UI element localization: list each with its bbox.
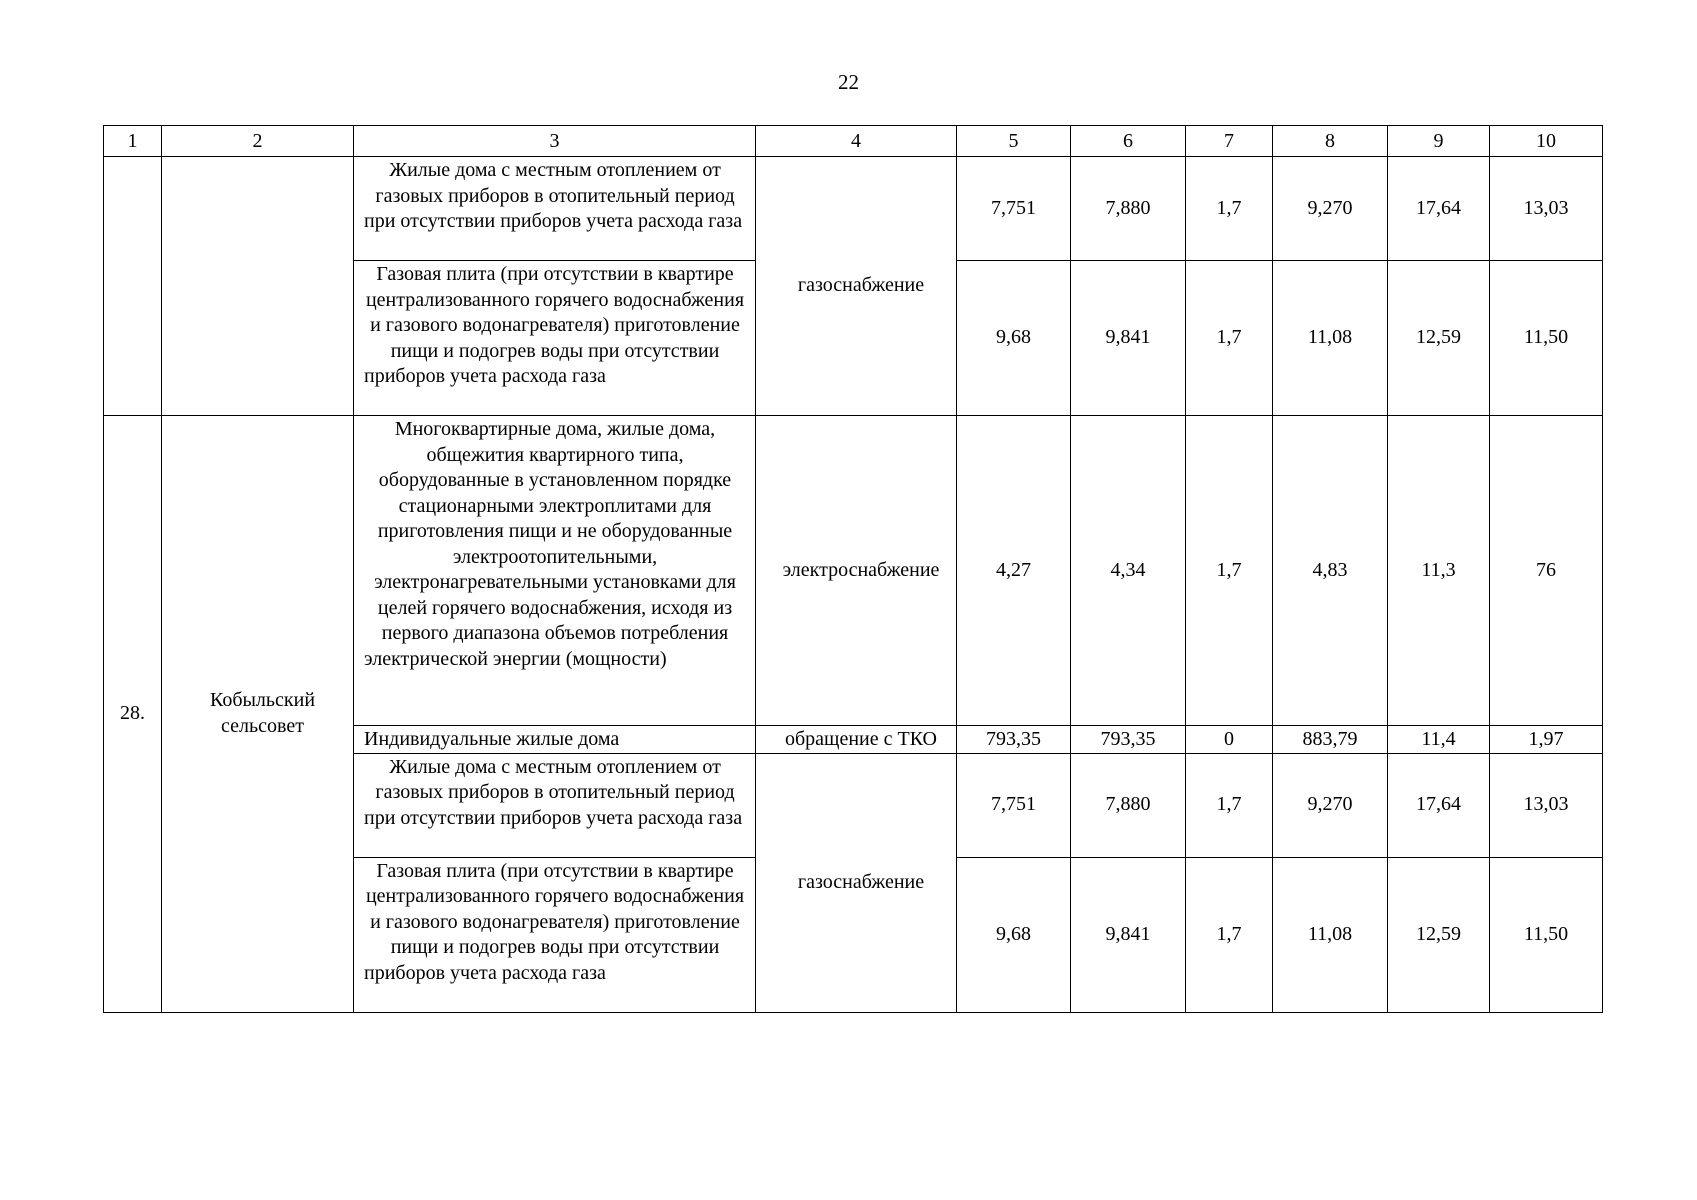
value-cell: 13,03: [1490, 157, 1603, 261]
column-header: 2: [162, 126, 354, 157]
value-cell: 17,64: [1388, 753, 1490, 857]
settlement-name: Кобыльский сельсовет: [162, 416, 354, 1013]
value-cell: 11,08: [1273, 261, 1388, 416]
column-header: 8: [1273, 126, 1388, 157]
value-cell: 1,7: [1186, 416, 1273, 726]
column-header: 5: [957, 126, 1071, 157]
value-cell: 0: [1186, 726, 1273, 754]
value-cell: 1,7: [1186, 753, 1273, 857]
tariff-table: [103, 125, 1603, 1013]
category-description: Газовая плита (при отсутствии в квартире централизованного горячего водоснабжения и газового водонагревателя) приготовление пищи и подогрев воды при отсутствии приборов учета расхода газа: [354, 857, 756, 1012]
entry-name-cell: [162, 157, 354, 416]
value-cell: 11,50: [1490, 261, 1603, 416]
table-row: [104, 157, 1603, 261]
value-cell: 1,7: [1186, 157, 1273, 261]
value-cell: 9,270: [1273, 753, 1388, 857]
value-cell: 1,7: [1186, 261, 1273, 416]
value-cell: 76: [1490, 416, 1603, 726]
value-cell: 4,83: [1273, 416, 1388, 726]
value-cell: 7,751: [957, 157, 1071, 261]
utility-type: газоснабжение: [756, 753, 957, 1012]
category-description: Газовая плита (при отсутствии в квартире централизованного горячего водоснабжения и газового водонагревателя) приготовление пищи и подогрев воды при отсутствии приборов учета расхода газа: [354, 261, 756, 416]
page-number: 22: [838, 70, 859, 94]
value-cell: 9,270: [1273, 157, 1388, 261]
category-description: Индивидуальные жилые дома: [354, 726, 756, 754]
value-cell: 11,4: [1388, 726, 1490, 754]
value-cell: 11,08: [1273, 857, 1388, 1012]
value-cell: 7,751: [957, 753, 1071, 857]
value-cell: 7,880: [1071, 157, 1186, 261]
value-cell: 13,03: [1490, 753, 1603, 857]
column-header: 7: [1186, 126, 1273, 157]
value-cell: 1,7: [1186, 857, 1273, 1012]
value-cell: 12,59: [1388, 261, 1490, 416]
value-cell: 7,880: [1071, 753, 1186, 857]
column-header: 10: [1490, 126, 1603, 157]
value-cell: 12,59: [1388, 857, 1490, 1012]
table-row: [104, 416, 1603, 726]
column-header: 4: [756, 126, 957, 157]
category-description: Многоквартирные дома, жилые дома, общежития квартирного типа, оборудованные в установленном порядке стационарными электроплитами для приготовления пищи и не оборудованные электроотопительными, электронагревательными установками для целей горячего водоснабжения, исходя из первого диапазона объемов потребления электрической энергии (мощности): [354, 416, 756, 726]
value-cell: 9,68: [957, 857, 1071, 1012]
value-cell: 1,97: [1490, 726, 1603, 754]
value-cell: 793,35: [957, 726, 1071, 754]
value-cell: 11,50: [1490, 857, 1603, 1012]
value-cell: 4,34: [1071, 416, 1186, 726]
utility-type: электроснабжение: [756, 416, 957, 726]
utility-type: газоснабжение: [756, 157, 957, 416]
value-cell: 793,35: [1071, 726, 1186, 754]
value-cell: 11,3: [1388, 416, 1490, 726]
value-cell: 4,27: [957, 416, 1071, 726]
header-row: [104, 126, 1603, 157]
value-cell: 9,841: [1071, 261, 1186, 416]
column-header: 1: [104, 126, 162, 157]
entry-number-cell: [104, 157, 162, 416]
value-cell: 9,68: [957, 261, 1071, 416]
value-cell: 17,64: [1388, 157, 1490, 261]
category-description: Жилые дома с местным отоплением от газовых приборов в отопительный период при отсутствии приборов учета расхода газа: [354, 753, 756, 857]
column-header: 9: [1388, 126, 1490, 157]
utility-type: обращение с ТКО: [756, 726, 957, 754]
column-header: 3: [354, 126, 756, 157]
category-description: Жилые дома с местным отоплением от газовых приборов в отопительный период при отсутствии приборов учета расхода газа: [354, 157, 756, 261]
value-cell: 9,841: [1071, 857, 1186, 1012]
entry-number: 28.: [104, 416, 162, 1013]
value-cell: 883,79: [1273, 726, 1388, 754]
column-header: 6: [1071, 126, 1186, 157]
